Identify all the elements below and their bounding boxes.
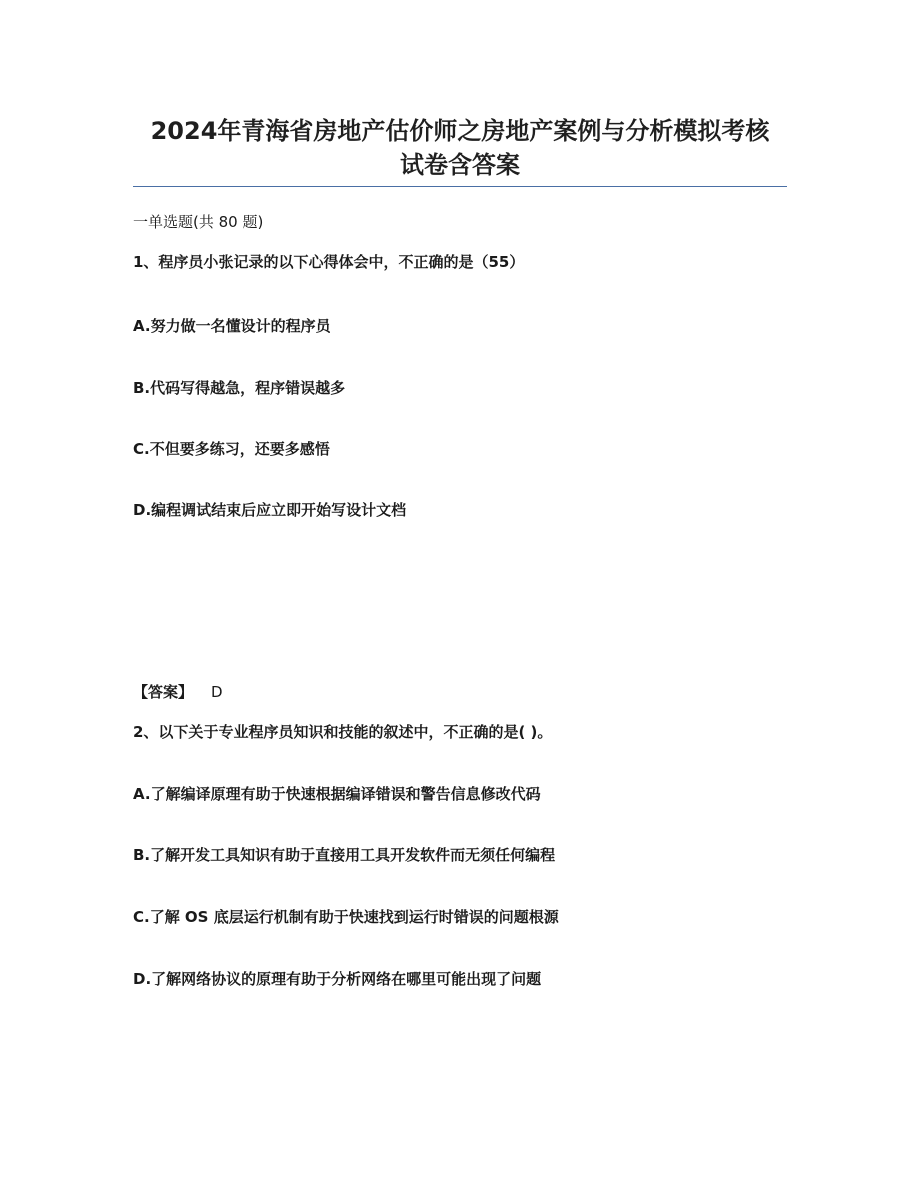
answer-value: D <box>211 683 223 701</box>
question-1-answer <box>133 682 223 702</box>
question-2-stem: 2、以下关于专业程序员知识和技能的叙述中，不正确的是( )。 <box>133 723 553 741</box>
question-1-option-b: B.代码写得越急，程序错误越多 <box>133 379 346 397</box>
question-2-option-c: C.了解 OS 底层运行机制有助于快速找到运行时错误的问题根源 <box>133 908 559 926</box>
question-2-option-b: B.了解开发工具知识有助于直接用工具开发软件而无须任何编程 <box>133 846 556 864</box>
section-heading: 一单选题(共 80 题) <box>133 213 264 231</box>
question-1-option-d: D.编程调试结束后应立即开始写设计文档 <box>133 501 407 519</box>
answer-label: 【答案】 <box>133 683 194 701</box>
title-divider <box>133 186 787 187</box>
question-1-option-a: A.努力做一名懂设计的程序员 <box>133 317 331 335</box>
question-1-option-c: C.不但要多练习，还要多感悟 <box>133 440 330 458</box>
title-line-2: 试卷含答案 <box>400 151 520 179</box>
question-1-stem: 1、程序员小张记录的以下心得体会中，不正确的是（55） <box>133 253 525 271</box>
question-2-option-d: D.了解网络协议的原理有助于分析网络在哪里可能出现了问题 <box>133 970 542 988</box>
question-2-option-a: A.了解编译原理有助于快速根据编译错误和警告信息修改代码 <box>133 785 541 803</box>
document-title <box>120 114 800 182</box>
title-line-1: 2024年青海省房地产估价师之房地产案例与分析模拟考核 <box>150 117 770 145</box>
